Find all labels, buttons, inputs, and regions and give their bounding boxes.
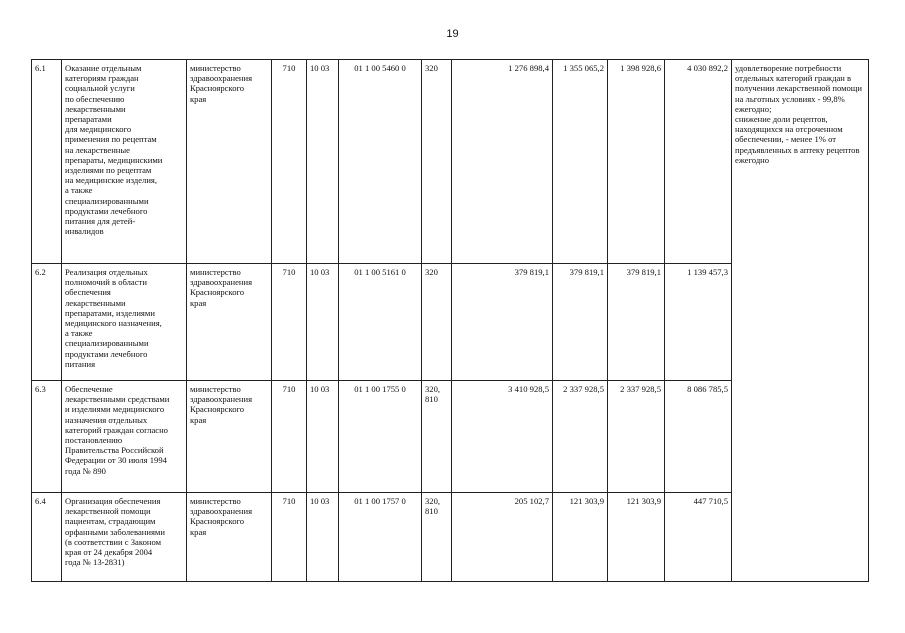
grbs-code: 710 <box>272 381 307 493</box>
total-amount: 447 710,5 <box>665 493 732 582</box>
grbs-code: 710 <box>272 264 307 381</box>
year3-amount: 1 398 928,6 <box>608 60 665 264</box>
page-number: 19 <box>446 28 459 40</box>
table-row <box>32 60 869 264</box>
csr-code: 01 1 00 1757 0 <box>339 493 422 582</box>
measure-name: Обеспечение лекарственными средствами и изделиями медицинского назначения отдельных категорий граждан согласно постановлению Правительства Российской Федерации от 30 июля 1994 года № 890 <box>62 381 187 493</box>
year2-amount: 379 819,1 <box>553 264 608 381</box>
year1-amount: 205 102,7 <box>452 493 553 582</box>
measure-name: Реализация отдельных полномочий в области обеспечения лекарственными препаратами, изделиями медицинского назначения, а также специализированными продуктами лечебного питания <box>62 264 187 381</box>
year2-amount: 1 355 065,2 <box>553 60 608 264</box>
vr-code: 320, 810 <box>422 493 452 582</box>
vr-code: 320 <box>422 264 452 381</box>
rzpr-code: 10 03 <box>307 60 339 264</box>
csr-code: 01 1 00 5460 0 <box>339 60 422 264</box>
year1-amount: 3 410 928,5 <box>452 381 553 493</box>
year3-amount: 2 337 928,5 <box>608 381 665 493</box>
rzpr-code: 10 03 <box>307 381 339 493</box>
rzpr-code: 10 03 <box>307 493 339 582</box>
program-measures-table <box>31 59 869 582</box>
executor: министерство здравоохранения Красноярского края <box>187 493 272 582</box>
executor: министерство здравоохранения Красноярского края <box>187 264 272 381</box>
expected-result: удовлетворение потребности отдельных категорий граждан в получении лекарственной помощи на льготных условиях - 99,8% ежегодно; снижение доли рецептов, находящихся на отсроченном обеспечении, - менее 1% от предъявленных в аптеку рецептов ежегодно <box>732 60 869 582</box>
csr-code: 01 1 00 1755 0 <box>339 381 422 493</box>
vr-code: 320 <box>422 60 452 264</box>
row-number: 6.4 <box>32 493 62 582</box>
csr-code: 01 1 00 5161 0 <box>339 264 422 381</box>
year2-amount: 121 303,9 <box>553 493 608 582</box>
row-number: 6.3 <box>32 381 62 493</box>
year3-amount: 379 819,1 <box>608 264 665 381</box>
year1-amount: 1 276 898,4 <box>452 60 553 264</box>
total-amount: 4 030 892,2 <box>665 60 732 264</box>
year3-amount: 121 303,9 <box>608 493 665 582</box>
total-amount: 8 086 785,5 <box>665 381 732 493</box>
total-amount: 1 139 457,3 <box>665 264 732 381</box>
row-number: 6.1 <box>32 60 62 264</box>
grbs-code: 710 <box>272 493 307 582</box>
year2-amount: 2 337 928,5 <box>553 381 608 493</box>
measure-name: Организация обеспечения лекарственной помощи пациентам, страдающим орфанными заболеваниями (в соответствии с Законом края от 24 декабря 2004 года № 13-2831) <box>62 493 187 582</box>
year1-amount: 379 819,1 <box>452 264 553 381</box>
rzpr-code: 10 03 <box>307 264 339 381</box>
executor: министерство здравоохранения Красноярского края <box>187 60 272 264</box>
grbs-code: 710 <box>272 60 307 264</box>
row-number: 6.2 <box>32 264 62 381</box>
measure-name: Оказание отдельным категориям граждан социальной услуги по обеспечению лекарственными препаратами для медицинского применения по рецептам на лекарственные препараты, медицинскими изделиями по рецептам на медицинские изделия, а также специализированными продуктами лечебного питания для детей- инвалидов <box>62 60 187 264</box>
vr-code: 320, 810 <box>422 381 452 493</box>
executor: министерство здравоохранения Красноярского края <box>187 381 272 493</box>
